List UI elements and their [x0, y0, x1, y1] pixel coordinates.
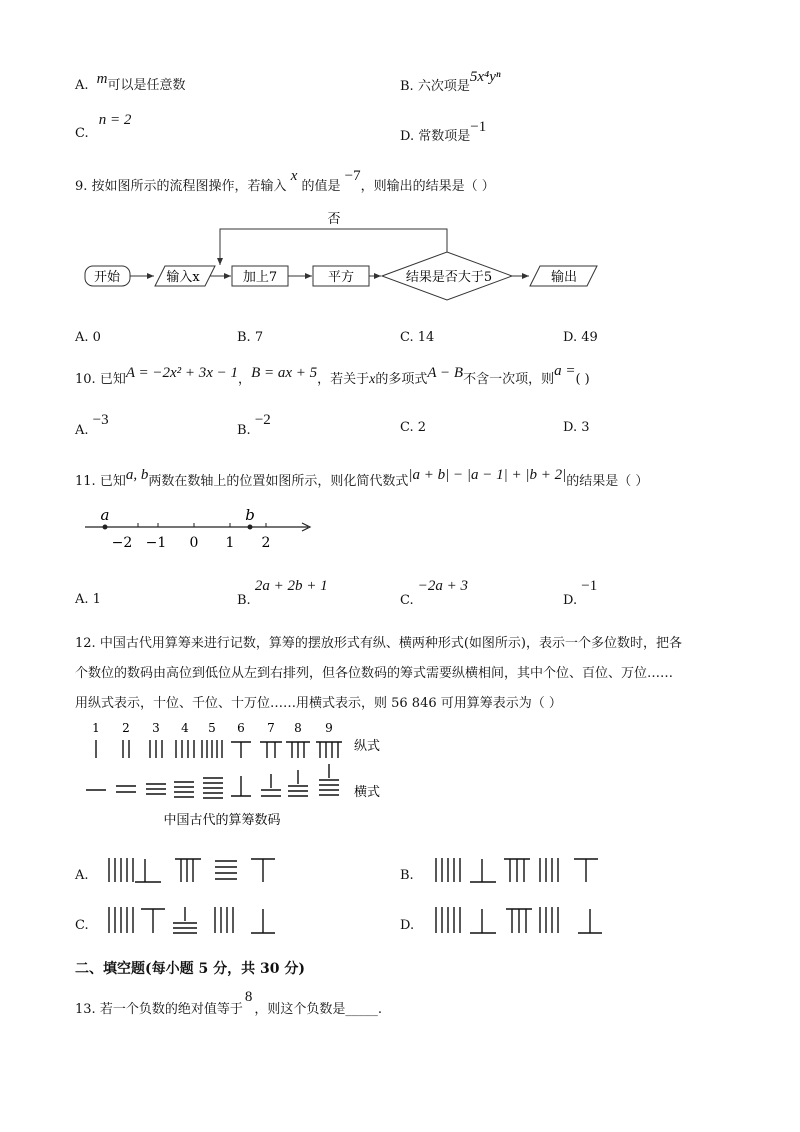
q11-option-b — [237, 578, 328, 608]
q9-stem — [75, 165, 495, 194]
q12-option-a-label: A. — [75, 868, 89, 883]
q8-option-b — [400, 66, 501, 94]
svg-text:1: 1 — [92, 721, 100, 735]
option-label: C. — [400, 593, 414, 608]
q9-option-d — [563, 330, 598, 345]
svg-text:6: 6 — [237, 721, 245, 735]
stem-text: 的值是 — [301, 179, 341, 194]
question-number: 11. — [75, 474, 96, 489]
stem-text: 已知 — [99, 474, 126, 489]
flow-add7 — [232, 266, 288, 286]
option-label: D. — [563, 420, 578, 435]
option-label: D. — [400, 129, 415, 144]
point-a-label: a — [100, 506, 110, 524]
svg-text:结果是否大于5: 结果是否大于5 — [405, 270, 493, 285]
stem-text: 的多项式 — [375, 372, 428, 387]
q12-option-d-label: D. — [400, 918, 415, 933]
q10-option-b — [237, 412, 271, 438]
option-value: 49 — [581, 330, 598, 345]
q12-option-c-label: C. — [75, 918, 89, 933]
option-math: n = 2 — [98, 112, 132, 128]
stem-text: 按如图所示的流程图操作，若输入 — [91, 179, 287, 194]
q8-option-a — [75, 71, 186, 94]
stem-text: 两数在数轴上的位置如图所示，则化简代数式 — [148, 474, 409, 489]
stem-var: a = — [554, 363, 576, 379]
option-value: −1 — [581, 578, 598, 594]
question-number: 12. — [75, 636, 96, 651]
q13-stem — [75, 986, 382, 1017]
stem-text: 若一个负数的绝对值等于 — [99, 1002, 243, 1017]
stem-value: −7 — [344, 168, 361, 184]
svg-text:加上7: 加上7 — [242, 270, 278, 285]
svg-text:7: 7 — [267, 721, 275, 735]
expr-ab: A − B — [427, 365, 464, 381]
option-value: 1 — [92, 592, 101, 607]
expr-b: B = ax + 5 — [251, 365, 318, 381]
point-a-dot — [103, 525, 108, 530]
flow-decision — [382, 252, 512, 300]
point-b-dot — [248, 525, 253, 530]
horizontal-form-label: 横式 — [354, 785, 381, 800]
q10-option-d — [563, 420, 590, 435]
option-label: A. — [75, 330, 89, 345]
flow-start — [85, 266, 130, 286]
option-math: −1 — [470, 119, 487, 135]
q10-stem — [75, 362, 590, 387]
q12-option-d-rods — [432, 903, 612, 937]
option-text: 常数项是 — [418, 129, 471, 144]
svg-text:2: 2 — [122, 721, 130, 735]
q9-option-c — [400, 330, 434, 345]
flow-input — [155, 266, 215, 286]
rods-caption: 中国古代的算筹数码 — [163, 813, 281, 828]
q12-option-b-label: B. — [400, 868, 414, 883]
q12-line-3 — [75, 692, 562, 711]
option-math: m — [96, 71, 108, 87]
abs-expression: |a + b| − |a − 1| + |b + 2| — [408, 467, 567, 483]
option-value: 7 — [254, 330, 264, 345]
stem-text: ， — [238, 372, 252, 387]
counting-rods-table — [80, 718, 400, 833]
option-label: D. — [563, 593, 578, 608]
q11-option-a — [75, 592, 101, 607]
option-value: −2 — [254, 412, 271, 428]
point-b-label: b — [245, 506, 255, 524]
stem-vars: a, b — [125, 467, 149, 483]
tick-label: −2 — [111, 535, 133, 551]
option-value: 2a + 2b + 1 — [254, 578, 328, 594]
option-math: 5x⁴yⁿ — [469, 69, 501, 85]
expr-a: A = −2x² + 3x − 1 — [125, 365, 239, 381]
stem-text: 已知 — [99, 372, 126, 387]
stem-var: x — [369, 372, 376, 387]
q9-option-a — [75, 330, 101, 345]
option-value: 2 — [417, 420, 427, 435]
digit-headers — [92, 721, 333, 735]
stem-var: x — [290, 168, 298, 184]
stem-text: 的结果是（ ） — [566, 474, 649, 489]
question-number: 10. — [75, 372, 96, 387]
q11-option-d — [563, 578, 598, 608]
stem-text: 用纵式表示，十位、千位、十万位……用横式表示，则 56 846 可用算筹表示为（ ） — [75, 696, 562, 711]
question-number: 9. — [75, 179, 88, 194]
question-number: 13. — [75, 1002, 96, 1017]
flow-output — [530, 266, 597, 286]
q10-option-a — [75, 412, 109, 438]
q12-line-2 — [75, 662, 673, 681]
tick-label: 2 — [261, 535, 271, 551]
stem-text: 不含一次项，则 — [463, 372, 555, 387]
svg-text:9: 9 — [325, 721, 333, 735]
stem-value: 8 — [244, 989, 253, 1005]
answer-paren: ( ) — [575, 372, 590, 387]
q8-option-c — [75, 112, 132, 141]
option-value: 14 — [417, 330, 435, 345]
q12-option-b-rods — [432, 855, 612, 887]
svg-text:5: 5 — [208, 721, 216, 735]
option-value: 0 — [92, 330, 101, 345]
option-label: B. — [237, 593, 251, 608]
stem-text: 个数位的数码由高位到低位从左到右排列，但各位数码的筹式需要纵横相间，其中个位、百位、万位…… — [75, 666, 674, 681]
q10-option-c — [400, 420, 426, 435]
q12-line-1 — [75, 632, 682, 651]
stem-text: ，则这个负数是_____. — [254, 1002, 382, 1017]
number-line — [80, 505, 320, 555]
q11-option-c — [400, 578, 469, 608]
flow-square — [313, 266, 369, 286]
vertical-rods — [96, 740, 342, 758]
option-label: C. — [400, 420, 414, 435]
q11-stem — [75, 464, 649, 489]
option-label: A. — [75, 423, 89, 438]
option-label: C. — [400, 330, 414, 345]
stem-text: ，则输出的结果是（ ） — [360, 179, 495, 194]
svg-text:3: 3 — [152, 721, 160, 735]
flow-no-label: 否 — [327, 212, 341, 227]
svg-text:输入x: 输入x — [166, 270, 200, 285]
flow-chart — [0, 205, 800, 305]
tick-label: 0 — [189, 535, 199, 551]
q9-option-b — [237, 330, 263, 345]
option-value: 3 — [581, 420, 590, 435]
svg-text:平方: 平方 — [327, 270, 355, 285]
option-label: A. — [75, 592, 89, 607]
q12-option-a-rods — [105, 855, 285, 887]
option-text: 六次项是 — [417, 79, 470, 94]
q12-option-c-rods — [105, 903, 285, 937]
svg-text:4: 4 — [181, 721, 189, 735]
stem-text: 中国古代用算筹来进行记数，算筹的摆放形式有纵、横两种形式(如图所示)，表示一个多位数时，把各 — [99, 636, 682, 651]
option-text: 可以是任意数 — [107, 78, 186, 93]
option-label: B. — [400, 79, 414, 94]
option-value: −2a + 3 — [417, 578, 469, 594]
tick-label: 1 — [225, 535, 235, 551]
svg-text:输出: 输出 — [550, 270, 578, 285]
tick-label: −1 — [145, 535, 167, 551]
svg-text:8: 8 — [294, 721, 302, 735]
svg-text:开始: 开始 — [93, 270, 121, 285]
option-label: B. — [237, 423, 251, 438]
option-label: B. — [237, 330, 251, 345]
option-label: D. — [563, 330, 578, 345]
option-value: −3 — [92, 412, 109, 428]
horizontal-rods — [86, 764, 339, 798]
q8-option-d — [400, 116, 487, 144]
section-title: 二、填空题(每小题 5 分，共 30 分) — [75, 961, 305, 977]
option-label: A. — [75, 78, 89, 93]
option-label: C. — [75, 126, 89, 141]
stem-text: ，若关于 — [317, 372, 370, 387]
vertical-form-label: 纵式 — [354, 739, 381, 754]
